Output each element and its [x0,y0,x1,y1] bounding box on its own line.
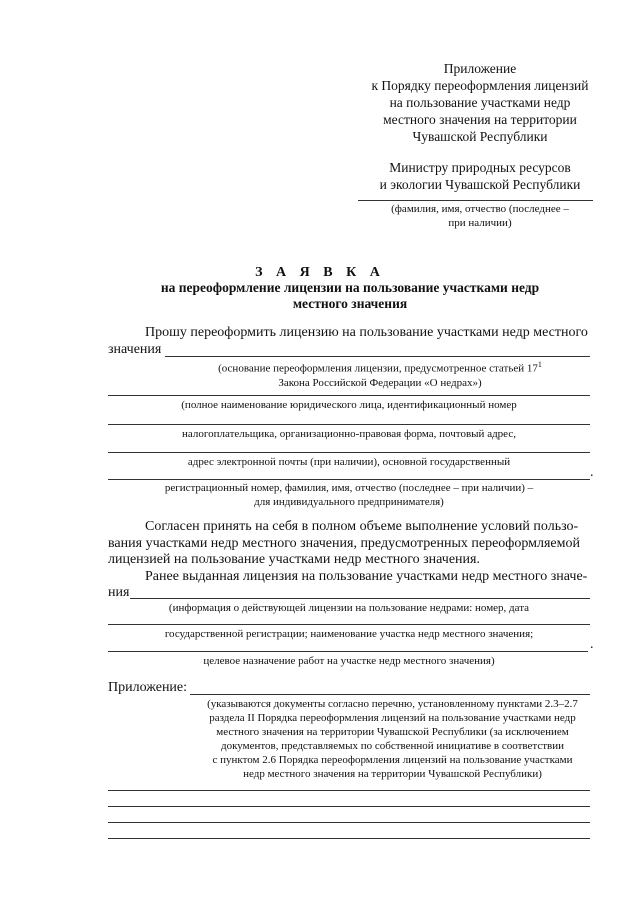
entity-field-1[interactable] [108,395,590,396]
previous-license-hint-2: государственной регистрации; наименование участка недр местного значения; [164,628,534,640]
consent-line: вания участками недр местного значения, предусмотренных переоформляемой [108,535,581,551]
entity-field-4[interactable] [108,479,590,480]
entity-field-2[interactable] [108,424,590,425]
entity-hint-2: налогоплательщика, организационно-правовая форма, почтовый адрес, [182,428,516,440]
hint-line: с пунктом 2.6 Порядка переоформления лицензий на пользование участками [212,754,573,766]
document-title: З А Я В К А [255,265,385,280]
previous-license-dot: . [590,637,594,652]
appendix-line: на пользование участками недр [389,95,571,110]
entity-hint-3: адрес электронной почты (при наличии), основной государственный [187,456,511,468]
hint-line: недр местного значения на территории Чувашской Республики) [243,768,542,780]
subtitle-line: местного значения [292,296,408,311]
hint-line: (фамилия, имя, отчество (последнее – [391,203,569,215]
addressee-line: Министру природных ресурсов [389,160,571,175]
request-line-2-prefix: значения [108,342,162,357]
previous-license-hint-3: целевое назначение работ на участке недр местного значения) [203,655,495,667]
appendix-block [345,60,615,145]
appendix-line: Приложение [443,61,517,76]
hint-line: местного значения на территории Чувашской Республики (за исключением [216,726,569,738]
consent-line: лицензией на пользование участками недр местного значения. [108,552,480,567]
basis-hint [160,358,600,390]
addressee-block [345,159,615,193]
attachment-line-3[interactable] [108,822,590,823]
hint-line: при наличии) [448,217,512,229]
entity-hint-1: (полное наименование юридического лица, идентификационный номер [181,399,517,411]
appendix-line: Чувашской Республики [412,129,548,144]
addressee-line: и экологии Чувашской Республики [379,177,581,192]
hint-line: документов, представляемых по собственной инициативе в соответствии [220,740,565,752]
previous-license-line-2-prefix: ния [108,585,130,600]
hint-line: регистрационный номер, фамилия, имя, отчество (последнее – при наличии) – [164,482,534,494]
appendix-line: местного значения на территории [383,112,577,127]
hint-line: (основание переоформления лицензии, предусмотренное статьей 17 [218,362,538,375]
consent-line: Согласен принять на себя в полном объеме выполнение условий пользо- [145,519,579,534]
hint-line: (указываются документы согласно перечню, установленному пунктами 2.3–2.7 [207,698,578,710]
hint-superscript: 1 [537,360,542,369]
attachment-line-4[interactable] [108,838,590,839]
attachment-label: Приложение: [108,680,188,695]
attachment-hint [185,697,600,781]
previous-license-hint-1: (информация о действующей лицензии на пользование недрами: номер, дата [168,602,530,614]
attachment-line-1[interactable] [108,790,590,791]
previous-license-field-3[interactable] [108,651,588,652]
entity-hint-4 [108,481,590,509]
attachment-line-2[interactable] [108,806,590,807]
subtitle-line: на переоформление лицензии на пользование участками недр [160,280,540,295]
previous-license-field-1[interactable] [130,598,590,599]
basis-field[interactable] [165,356,590,357]
consent-paragraph [108,519,592,569]
previous-license-field-2[interactable] [108,624,590,625]
request-line-1: Прошу переоформить лицензию на пользование участками недр местного [145,325,588,340]
attachment-field[interactable] [190,694,590,695]
hint-line: для индивидуального предпринимателя) [254,496,444,508]
addressee-hint [345,202,615,230]
entity-field-3[interactable] [108,452,590,453]
previous-license-line-1: Ранее выданная лицензия на пользование участками недр местного значе- [145,569,588,584]
addressee-name-field[interactable] [358,200,593,201]
entity-field-dot: . [590,465,594,480]
appendix-line: к Порядку переоформления лицензий [371,78,589,93]
document-subtitle [140,280,560,312]
hint-line: Закона Российской Федерации «О недрах») [278,376,482,389]
hint-line: раздела II Порядка переоформления лицензий на пользование участками недр [209,712,576,724]
